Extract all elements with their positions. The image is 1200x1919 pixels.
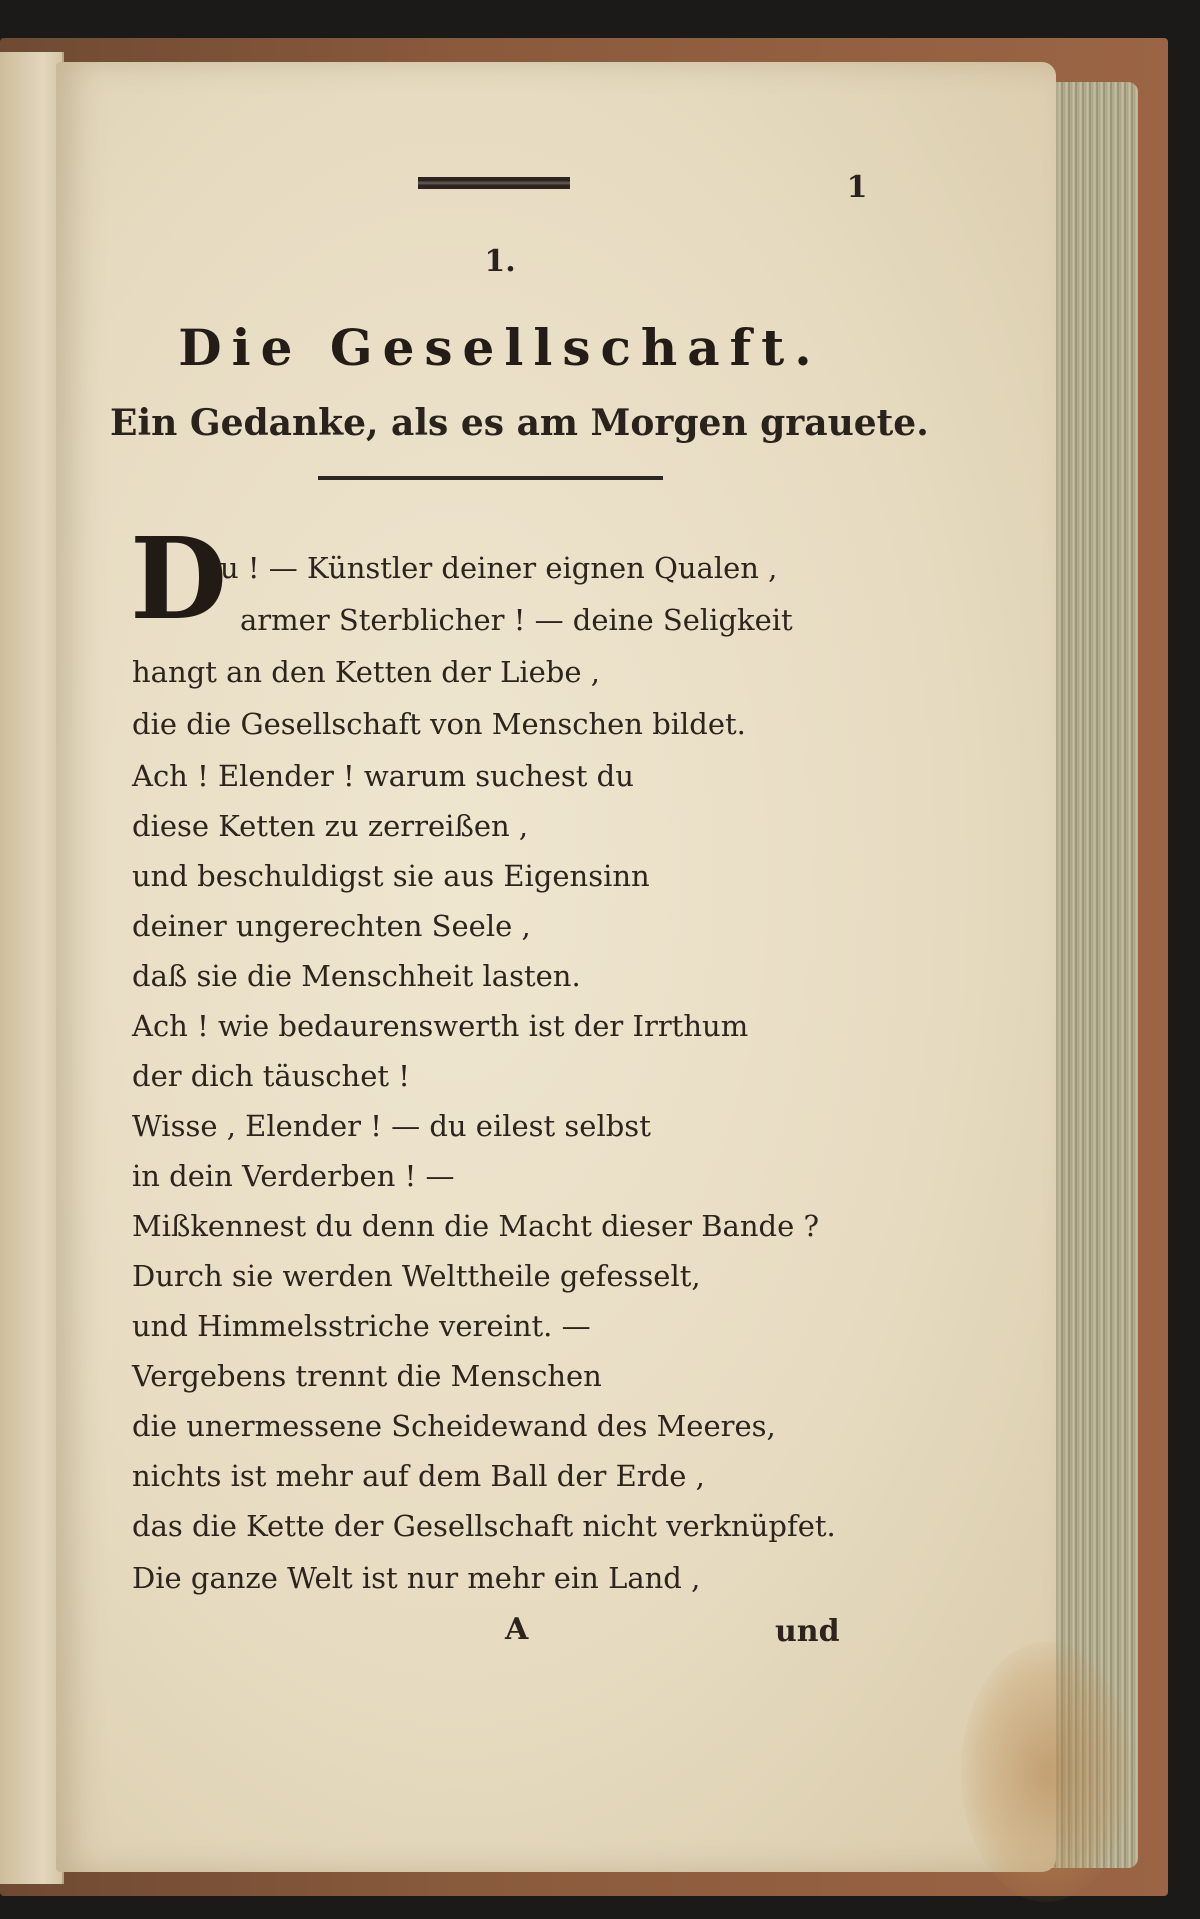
text-line: das die Kette der Gesellschaft nicht verknüpfet. (132, 1509, 836, 1543)
text-line: und beschuldigst sie aus Eigensinn (132, 859, 650, 893)
catchword: und (775, 1614, 840, 1649)
text-line: armer Sterblicher ! — deine Seligkeit (240, 603, 793, 637)
signature-mark: A (505, 1612, 529, 1647)
text-line: der dich täuschet ! (132, 1059, 410, 1093)
page-number: 1 (846, 170, 868, 205)
text-line: und Himmelsstriche vereint. — (132, 1309, 591, 1343)
text-line: u ! — Künstler deiner eignen Qualen , (220, 551, 778, 585)
header-ornament-rule (418, 177, 570, 189)
left-page-edge (0, 52, 64, 1884)
text-line: hangt an den Ketten der Liebe , (132, 655, 600, 689)
text-line: nichts ist mehr auf dem Ball der Erde , (132, 1459, 705, 1493)
text-line: Die ganze Welt ist nur mehr ein Land , (132, 1561, 701, 1595)
chapter-title: Die Gesellschaft. (178, 318, 822, 377)
drop-cap: D (130, 514, 228, 645)
text-line: die die Gesellschaft von Menschen bildet. (132, 707, 746, 741)
text-line: Durch sie werden Welttheile gefesselt, (132, 1259, 701, 1293)
text-line: Mißkennest du denn die Macht dieser Bande ? (132, 1209, 819, 1243)
text-line: die unermessene Scheidewand des Meeres, (132, 1409, 776, 1443)
text-line: deiner ungerechten Seele , (132, 909, 531, 943)
text-line: Wisse , Elender ! — du eilest selbst (132, 1109, 651, 1143)
text-line: Vergebens trennt die Menschen (132, 1359, 602, 1393)
text-line: Ach ! Elender ! warum suchest du (132, 759, 634, 793)
text-line: Ach ! wie bedaurenswerth ist der Irrthum (132, 1009, 749, 1043)
text-line: diese Ketten zu zerreißen , (132, 809, 529, 843)
chapter-subtitle: Ein Gedanke, als es am Morgen grauete. (110, 402, 929, 444)
text-line: daß sie die Menschheit lasten. (132, 959, 581, 993)
water-stain (961, 1642, 1131, 1902)
section-number: 1. (484, 244, 516, 279)
text-line: in dein Verderben ! — (132, 1159, 455, 1193)
title-rule (318, 476, 663, 480)
page-block-edges (1050, 82, 1138, 1868)
